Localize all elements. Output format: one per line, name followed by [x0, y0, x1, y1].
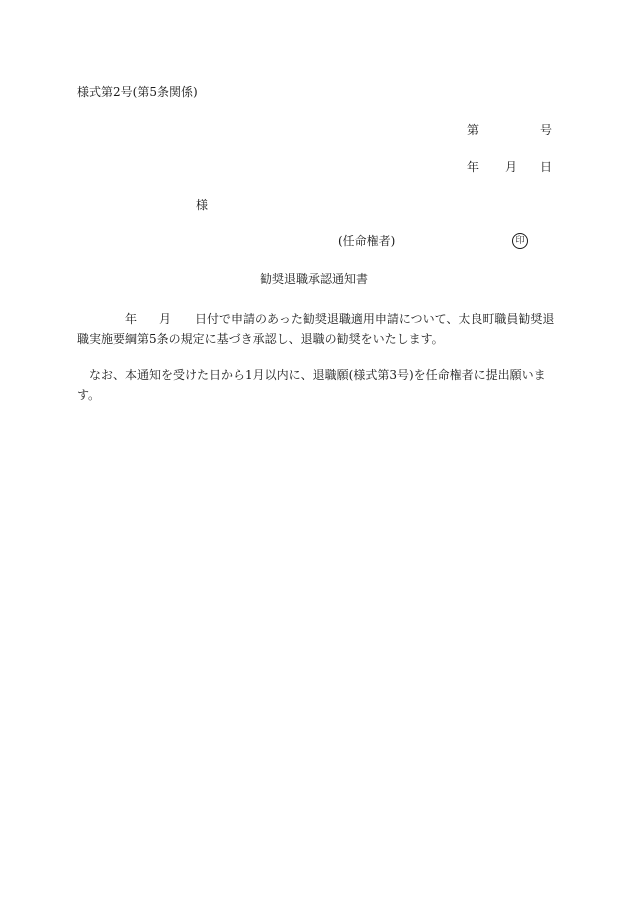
para1-month: 月 [159, 312, 172, 326]
date-day-label: 日 [540, 160, 553, 174]
date-month-label: 月 [505, 160, 518, 174]
seal-mark: 印 [512, 233, 528, 249]
para1-text: 日付で申請のあった勧奨退職適用申請について、太良町職員勧奨退職実施要綱第5条の規定に基づき承認し、退職の勧奨をいたします。 [77, 312, 555, 346]
paragraph-approval [77, 309, 561, 349]
form-number: 様式第2号(第5条関係) [77, 85, 198, 99]
addressee-honorific: 様 [196, 198, 209, 212]
document-title: 勧奨退職承認通知書 [260, 272, 369, 286]
para2-text: なお、本通知を受けた日から1月以内に、退職願(様式第3号)を任命権者に提出願います。 [77, 368, 546, 402]
doc-number-prefix: 第 [467, 123, 480, 137]
para1-year: 年 [125, 312, 138, 326]
doc-number-suffix: 号 [540, 123, 553, 137]
issuer-label: (任命権者) [338, 234, 396, 248]
date-year-label: 年 [467, 160, 480, 174]
paragraph-instruction [77, 365, 561, 405]
